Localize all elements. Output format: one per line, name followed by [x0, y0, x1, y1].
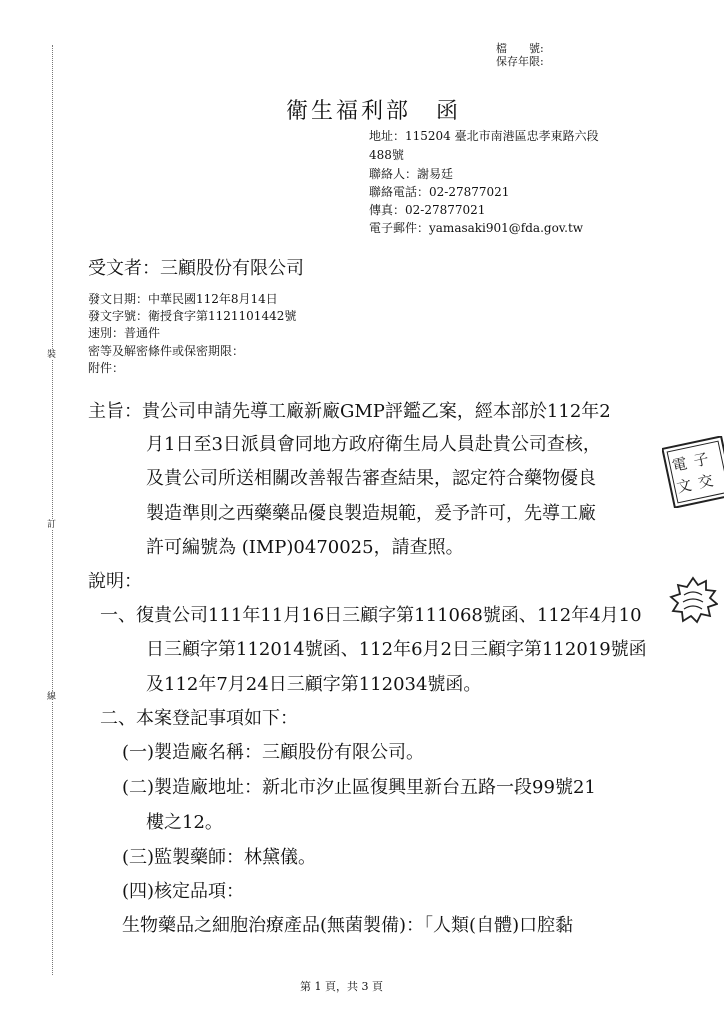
explanation-item-2: 二、本案登記事項如下：: [100, 708, 298, 729]
binding-margin-line: [52, 45, 53, 975]
explanation-heading: 說明：: [88, 571, 142, 592]
secrecy-level: 密等及解密條件或保密期限：: [88, 344, 245, 358]
explanation-item-1-line-1: 一、復貴公司111年11月16日三顧字第111068號函、112年4月10: [100, 605, 642, 626]
subject-line-1: 主旨：貴公司申請先導工廠新廠GMP評鑑乙案，經本部於112年2: [88, 401, 611, 422]
margin-mark-line: 線: [47, 692, 57, 702]
document-number: 發文字號：衛授食字第1121101442號: [88, 309, 297, 323]
recipient: 受文者：三顧股份有限公司: [88, 258, 304, 279]
electronic-exchange-stamp: [662, 436, 724, 508]
registration-address-line-2: 樓之12。: [146, 812, 223, 833]
document-title: 衛生福利部 函: [286, 99, 462, 124]
sender-fax: 傳真：02-27877021: [369, 203, 486, 217]
registration-pharmacist: (三)監製藥師：林黛儀。: [122, 847, 317, 868]
svg-text:文: 文: [674, 475, 694, 497]
svg-text:電: 電: [670, 454, 689, 476]
sender-phone: 聯絡電話：02-27877021: [369, 185, 510, 199]
page-footer: 第 1 頁，共 3 頁: [300, 980, 383, 993]
sender-address: 地址：115204 臺北市南港區忠孝東路六段: [369, 129, 599, 143]
subject-line-4: 製造準則之西藥藥品優良製造規範，爰予許可，先導工廠: [146, 503, 596, 524]
margin-mark-bind: 裝: [47, 350, 57, 360]
subject-line-5: 許可編號為 (IMP)0470025，請查照。: [146, 537, 464, 558]
retention-period-label: 保存年限:: [496, 55, 544, 68]
attachment: 附件：: [88, 361, 125, 375]
registration-manufacturer-name: (一)製造廠名稱：三顧股份有限公司。: [122, 742, 425, 763]
file-number-label: 檔 號:: [496, 42, 544, 55]
svg-text:交: 交: [696, 471, 715, 492]
registration-approved-items: (四)核定品項：: [122, 881, 245, 902]
delivery-speed: 速別：普通件: [88, 326, 161, 340]
sender-contact: 聯絡人：謝易廷: [369, 167, 454, 181]
sender-address-cont: 488號: [369, 148, 404, 162]
explanation-item-1-line-2: 日三顧字第112014號函、112年6月2日三顧字第112019號函: [146, 639, 647, 660]
sender-email: 電子郵件：yamasaki901@fda.gov.tw: [369, 221, 584, 235]
subject-line-3: 及貴公司所送相關改善報告審查結果，認定符合藥物優良: [146, 468, 596, 489]
explanation-item-1-line-3: 及112年7月24日三顧字第112034號函。: [146, 674, 482, 695]
margin-mark-staple: 訂: [47, 520, 57, 530]
official-seal-icon: [668, 575, 718, 625]
approved-product: 生物藥品之細胞治療產品(無菌製備)：「人類(自體)口腔黏: [122, 915, 574, 936]
svg-text:子: 子: [691, 449, 711, 471]
subject-line-2: 月1日至3日派員會同地方政府衛生局人員赴貴公司查核，: [146, 434, 601, 455]
registration-address-line-1: (二)製造廠地址：新北市汐止區復興里新台五路一段99號21: [122, 777, 596, 798]
issue-date: 發文日期：中華民國112年8月14日: [88, 292, 278, 306]
